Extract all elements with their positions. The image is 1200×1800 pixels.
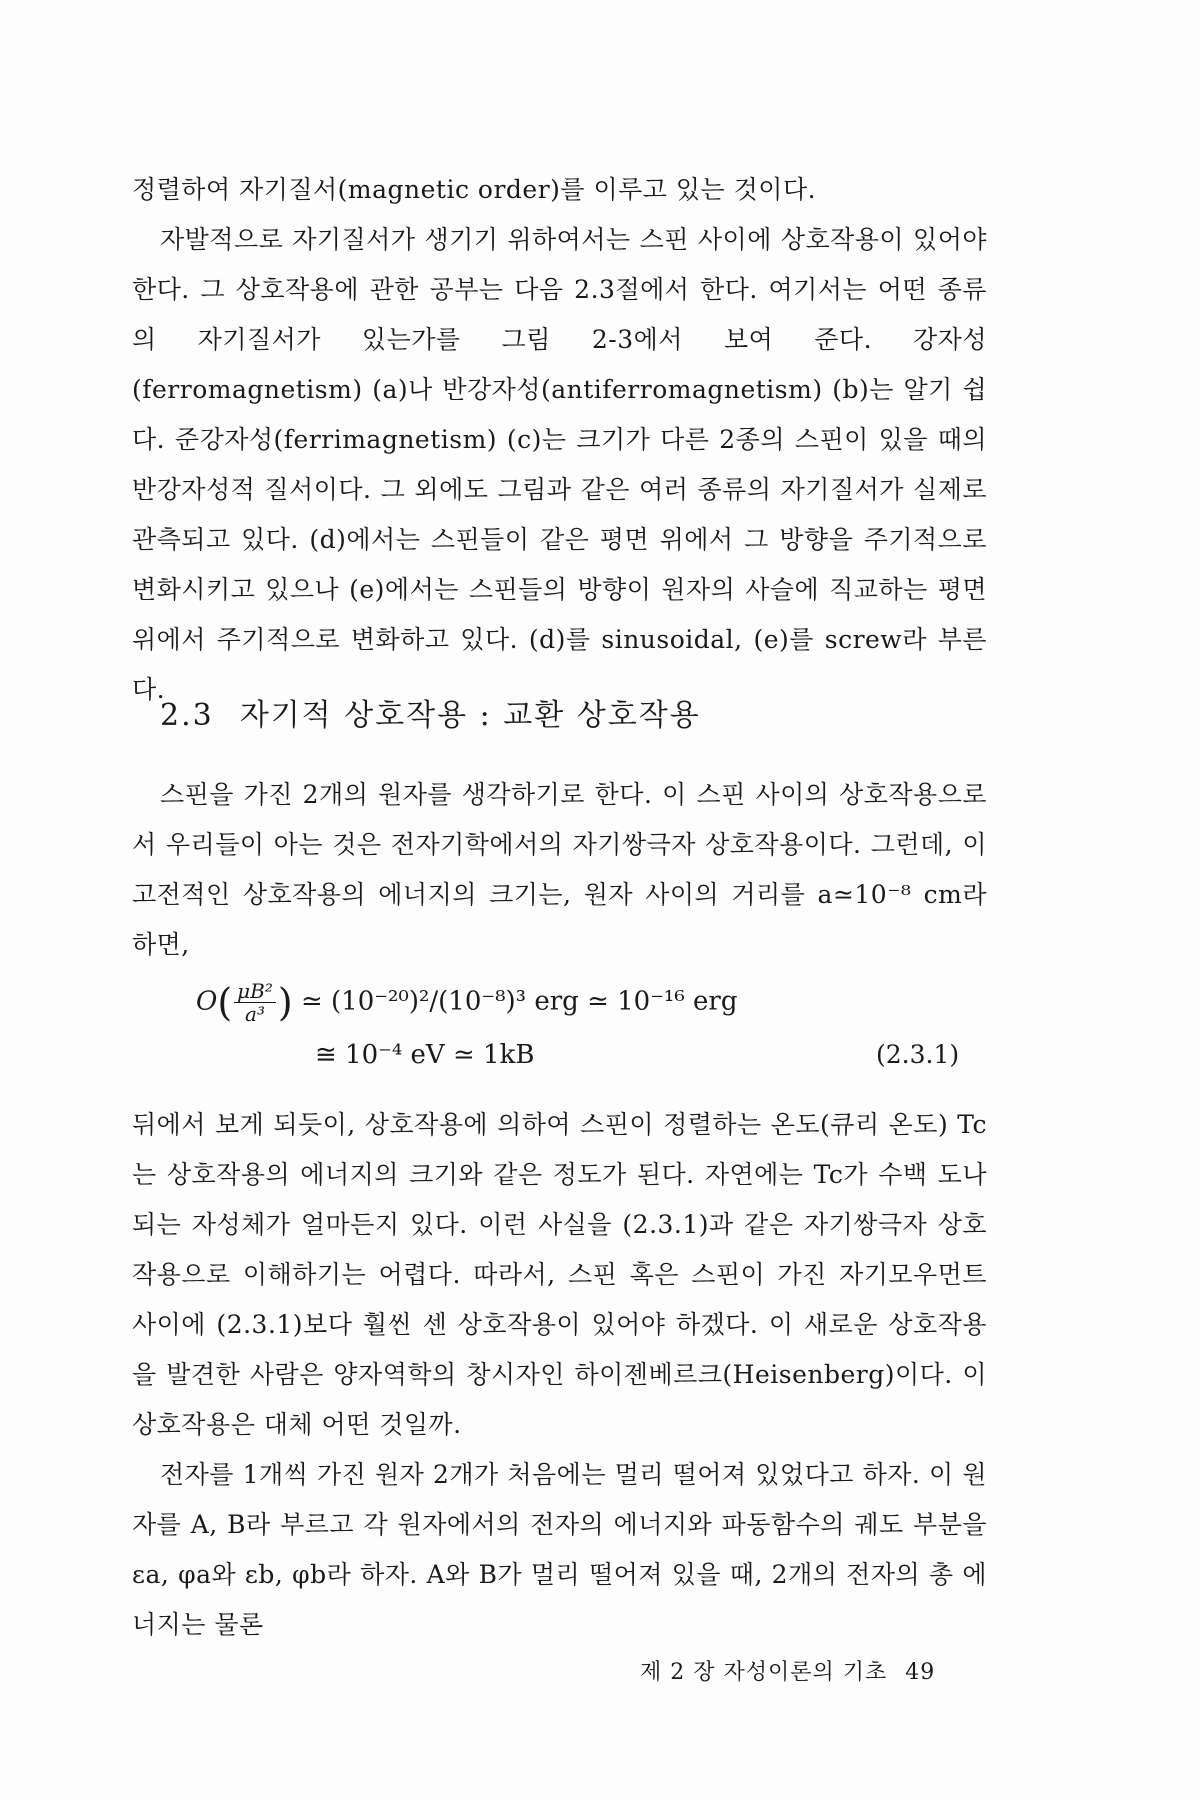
fraction-denominator: a³ — [245, 1002, 265, 1026]
bottom-text-block — [132, 1100, 987, 1650]
page-number: 49 — [905, 1660, 936, 1685]
page-footer — [640, 1655, 935, 1686]
fraction-numerator: μB² — [234, 980, 276, 1003]
equation-line1-rest: ≃ (10⁻²⁰)²/(10⁻⁸)³ erg ≃ 10⁻¹⁶ erg — [300, 986, 738, 1017]
paragraph-heisenberg: 뒤에서 보게 되듯이, 상호작용에 의하여 스핀이 정렬하는 온도(큐리 온도) Tc는 상호작용의 에너지의 크기와 같은 정도가 된다. 자연에는 Tc가 수백 도나 되는 자성체가 얼마든지 있다. 이런 사실을 (2.3.1)과 같은 자기쌍극자 상호작용으로 이해하기는 어렵다. 따라서, 스핀 혹은 스핀이 가진 자기모우먼트 사이에 (2.3.1)보다 훨씬 센 상호작용이 있어야 하겠다. 이 새로운 상호작용을 발견한 사람은 양자역학의 창시자인 하이젠베르크(Heisenberg)이다. 이 상호작용은 대체 어떤 것일까. — [132, 1110, 987, 1439]
paragraph-dipole-interaction: 스핀을 가진 2개의 원자를 생각하기로 한다. 이 스핀 사이의 상호작용으로서 우리들이 아는 것은 전자기학에서의 자기쌍극자 상호작용이다. 그런데, 이 고전적인 상호작용의 에너지의 크기는, 원자 사이의 거리를 a≃10⁻⁸ cm라 하면, — [132, 780, 987, 959]
mid-text-block — [132, 770, 987, 970]
equation-number: (2.3.1) — [876, 1040, 960, 1069]
section-title: 자기적 상호작용 : 교환 상호작용 — [239, 698, 701, 733]
section-number: 2.3 — [160, 698, 214, 733]
paragraph-two-atoms: 전자를 1개씩 가진 원자 2개가 처음에는 멀리 떨어져 있었다고 하자. 이 원자를 A, B라 부르고 각 원자에서의 전자의 에너지와 파동함수의 궤도 부분을 εa, φa와 εb, φb라 하자. A와 B가 멀리 떨어져 있을 때, 2개의 전자의 총 에너지는 물론 — [132, 1460, 987, 1639]
section-heading — [160, 690, 701, 734]
top-text-block — [132, 165, 987, 715]
chapter-title: 제 2 장 자성이론의 기초 — [640, 1660, 888, 1685]
equation-fraction — [234, 980, 276, 1025]
equation-order-symbol: O — [196, 986, 218, 1017]
paragraph-continuation: 정렬하여 자기질서(magnetic order)를 이루고 있는 것이다. — [132, 175, 817, 204]
equation-line-2: ≅ 10⁻⁴ eV ≃ 1kB — [315, 1040, 535, 1070]
equation-line-1: O( $\frac{\text{μB²}}{\text{a³}}$ ) ≃ (10⁻²⁰)²/(10⁻⁸)³ erg ≃ 10⁻¹⁶ erg — [196, 979, 738, 1026]
paragraph-magnetic-order: 자발적으로 자기질서가 생기기 위하여서는 스핀 사이에 상호작용이 있어야 한다. 그 상호작용에 관한 공부는 다음 2.3절에서 한다. 여기서는 어떤 종류의 자기질서가 있는가를 그림 2-3에서 보여 준다. 강자성(ferromagnetism) (a)나 반강자성(antiferromagnetism) (b)는 알기 쉽다. 준강자성(ferrimagnetism) (c)는 크기가 다른 2종의 스핀이 있을 때의 반강자성적 질서이다. 그 외에도 그림과 같은 여러 종류의 자기질서가 실제로 관측되고 있다. (d)에서는 스핀들이 같은 평면 위에서 그 방향을 주기적으로 변화시키고 있으나 (e)에서는 스핀들의 방향이 원자의 사슬에 직교하는 평면 위에서 주기적으로 변화하고 있다. (d)를 sinusoidal, (e)를 screw라 부른다. — [132, 225, 987, 704]
